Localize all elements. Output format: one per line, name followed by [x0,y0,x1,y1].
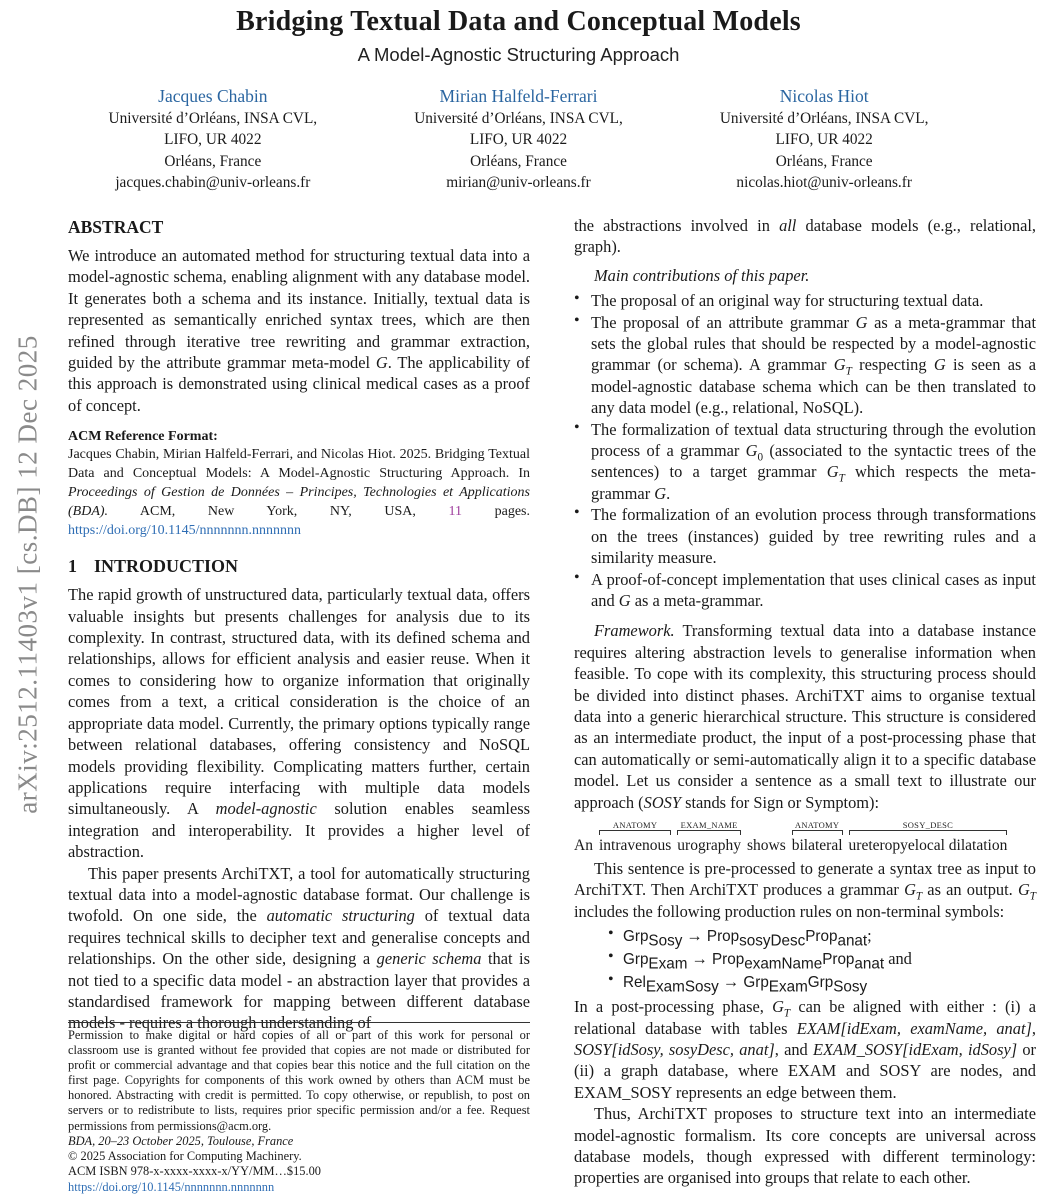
introduction-heading [68,556,530,577]
token-word: shows [746,836,786,854]
author-1-email: jacques.chabin@univ-orleans.fr [115,174,311,191]
token-word: intravenous [598,836,672,854]
intro-paragraph-1: The rapid growth of unstructured data, particularly textual data, offers valuable insights but presents challenges for analysis due to its complexity. In contrast, structured data, with its defined schema and relationships, allows for efficient analysis and easier reuse. When it comes to considering how to organize information that originally comes from a text, a critical consideration is the choice of an appropriate data model. Currently, the primary options typically range between relational databases, offering consistency and NoSQL models providing flexibility. Complicating matters further, certain applications require interfacing with multiple data models simultaneously. A model-agnostic solution enables seamless integration and interoperability. It provides a higher level of abstraction. [68,585,530,862]
token-label: ANATOMY [612,819,658,830]
list-item: • A proof-of-concept implementation that uses clinical cases as input and G as a meta-grammar. [574,568,1036,610]
token-label: EXAM_NAME [680,819,738,830]
author-1-affiliation-2: LIFO, UR 4022 [164,131,262,148]
author-2-affiliation-3: Orléans, France [470,152,567,170]
bullet-marker: • [574,418,580,436]
permission-text: Permission to make digital or hard copies of all or part of this work for personal or classroom use is granted without fee provided that copies are not made or distributed for profit or commercial advantage and that copies bear this notice and the full citation on the first page. Copyrights for components of this work owned by others than ACM must be honored. Abstracting with credit is permitted. To copy otherwise, or republish, to post on servers or to redistribute to lists, requires prior specific permission and/or a fee. Request permissions from permissions@acm.org. [68,1028,530,1133]
arxiv-watermark: arXiv:2512.11403v1 [cs.DB] 12 Dec 2025 [12,335,43,814]
annotated-sentence [574,820,1036,855]
list-item: • The formalization of an evolution process through transformations on the trees (instances) guided by tree rewriting rules and a similarity measure. [574,504,1036,568]
left-column [68,215,530,1034]
list-item: • Rel$_{ExamSosy}$ → Grp$_{Exam}$Grp$_{Sosy}$ [608,971,868,996]
footnote-divider [68,1022,530,1023]
abstract-heading: ABSTRACT [68,217,164,237]
contributions-list [574,290,1036,611]
section-number: 1 [68,556,77,577]
token-word: urography [677,836,741,854]
author-2-email: mirian@univ-orleans.fr [446,174,591,191]
author-3-affiliation-3: Orléans, France [775,152,873,170]
author-1 [60,86,366,194]
sentence-token [849,820,1008,855]
bullet-marker: • [608,925,614,943]
overbracket [599,830,671,835]
copyright-line: © 2025 Association for Computing Machinery. [68,1148,302,1163]
sentence-token [599,820,671,855]
postprocess-paragraph: In a post-processing phase, $G_T$ can be aligned with either : (i) a relational database with tables EXAM[idExam, examName, anat], SOSY[idSosy, sosyDesc, anat], and EXAM_SOSY[idExam, idSosy] or (ii) a graph database, where EXAM and SOSY are nodes, and EXAM_SOSY represents an edge between them. [574,997,1036,1102]
list-item: • The proposal of an attribute grammar G as a meta-grammar that sets the global rules that should be respected by a model-agnostic grammar (or schema). A grammar $G_T$ respecting G is seen as a model-agnostic database schema which can be then translated to any data model (e.g., relational, NoSQL). [574,311,1036,418]
token-label: ANATOMY [794,819,840,830]
author-3 [671,86,977,194]
doi-link[interactable]: https://doi.org/10.1145/nnnnnnn.nnnnnnn [68,1179,275,1194]
framework-paragraph: Framework. Transforming textual data into a database instance requires altering abstraction levels to generalise information when feasible. To cope with its complexity, this structuring process should be divided into distinct phases. ArchiTXT aims to organise textual data into a generic hierarchical structure. This structure is considered as an intermediate product, the input of a post-processing phase that can automatically or semi-automatically align it to a specific database model. Let us consider a sentence as a small text to illustrate our approach (SOSY stands for Sign or Symptom): [574,621,1036,812]
author-3-affiliation-1: Université d’Orléans, INSA CVL, [719,109,929,127]
right-column [574,215,1036,1189]
isbn-line: ACM ISBN 978-x-xxxx-xxxx-x/YY/MM…$15.00 [68,1164,321,1179]
token-word: ureteropyelocal dilatation [848,836,1008,854]
sentence-token [574,836,593,855]
paper-subtitle: A Model-Agnostic Structuring Approach [357,44,680,65]
author-2-name[interactable]: Mirian Halfeld-Ferrari [439,86,598,106]
footnote-block [68,1022,530,1195]
continuation-paragraph: the abstractions involved in all database models (e.g., relational, graph). [574,216,1036,257]
bullet-marker: • [574,290,580,308]
conference-line: BDA, 20–23 October 2025, Toulouse, France [68,1133,294,1148]
bullet-marker: • [608,971,614,989]
author-2 [366,86,672,194]
bullet-marker: • [574,568,580,586]
closing-paragraph: Thus, ArchiTXT proposes to structure text into an intermediate model-agnostic formalism. Its core concepts are universal across database models, though expressed with different terminology: properties are organised into groups that relate to each other. [574,1104,1036,1188]
acm-reference-text: Jacques Chabin, Mirian Halfeld-Ferrari, and Nicolas Hiot. 2025. Bridging Textual Data and Conceptual Models: A Model-Agnostic Structuring Approach. In Proceedings of Gestion de Données – Principes, Technologies et Applications (BDA). ACM, New York, NY, USA, 11 pages. https://doi.org/10.1145/nnnnnnn.nnnnnnn [68,447,530,539]
author-1-name[interactable]: Jacques Chabin [158,86,268,106]
token-word: An [574,836,593,854]
author-2-affiliation-1: Université d’Orléans, INSA CVL, [414,109,623,127]
author-2-affiliation-2: LIFO, UR 4022 [469,131,568,148]
overbracket [677,830,741,835]
sentence-token [747,836,786,855]
list-item: • Grp$_{Exam}$ → Prop$_{examName}$Prop$_{anat}$ and [608,948,912,973]
contributions-lead: Main contributions of this paper. [594,265,810,285]
author-block [60,86,977,194]
abstract-text: We introduce an automated method for structuring textual data into a model-agnostic schema, enabling alignment with any database model. It generates both a schema and its instance. Initially, textual data is represented as semantically enriched syntax trees, which are then refined through iterative tree rewriting and grammar extraction, guided by the attribute grammar meta-model G. The applicability of this approach is demonstrated using clinical medical cases as a proof of concept. [68,246,530,415]
bullet-marker: • [574,504,580,522]
intro-paragraph-2: This paper presents ArchiTXT, a tool for automatically structuring textual data into a model-agnostic database format. Our challenge is twofold. On one side, the automatic structuring of textual data requires technical skills to decipher text and generalise concepts and relationships. On the other side, designing a generic schema that is not tied to a specific data model - an abstraction layer that provides a standardised framework for mapping between different database models - requires a thorough understanding of [68,863,530,1033]
acm-reference-heading: ACM Reference Format: [68,429,218,445]
list-item: • Grp$_{Sosy}$ → Prop$_{sosyDesc}$Prop$_{anat}$; [608,925,872,950]
author-1-affiliation-3: Orléans, France [164,152,262,170]
bullet-marker: • [574,311,580,329]
overbracket [792,830,843,835]
production-rules-list [608,925,1036,994]
section-title: INTRODUCTION [94,556,239,577]
paper-title: Bridging Textual Data and Conceptual Models [236,6,801,37]
author-3-email: nicolas.hiot@univ-orleans.fr [736,174,912,191]
author-3-affiliation-2: LIFO, UR 4022 [775,131,873,148]
sentence-token [792,820,843,855]
bullet-marker: • [608,948,614,966]
overbracket [849,830,1008,835]
preprocess-paragraph: This sentence is pre-processed to generate a syntax tree as input to ArchiTXT. Then ArchiTXT produces a grammar $G_T$ as an output. $G_T$ includes the following production rules on non-terminal symbols: [574,858,1036,921]
list-item: • The proposal of an original way for structuring textual data. [574,290,984,311]
list-item: • The formalization of textual data structuring through the evolution process of a grammar $G_0$ (associated to the syntactic trees of the sentences) to a target grammar $G_T$ which respects the meta-grammar G. [574,418,1037,503]
author-1-affiliation-1: Université d’Orléans, INSA CVL, [108,109,318,127]
author-3-name[interactable]: Nicolas Hiot [779,86,869,106]
token-word: bilateral [791,836,843,854]
token-label: SOSY_DESC [902,819,954,830]
sentence-token [677,820,741,855]
